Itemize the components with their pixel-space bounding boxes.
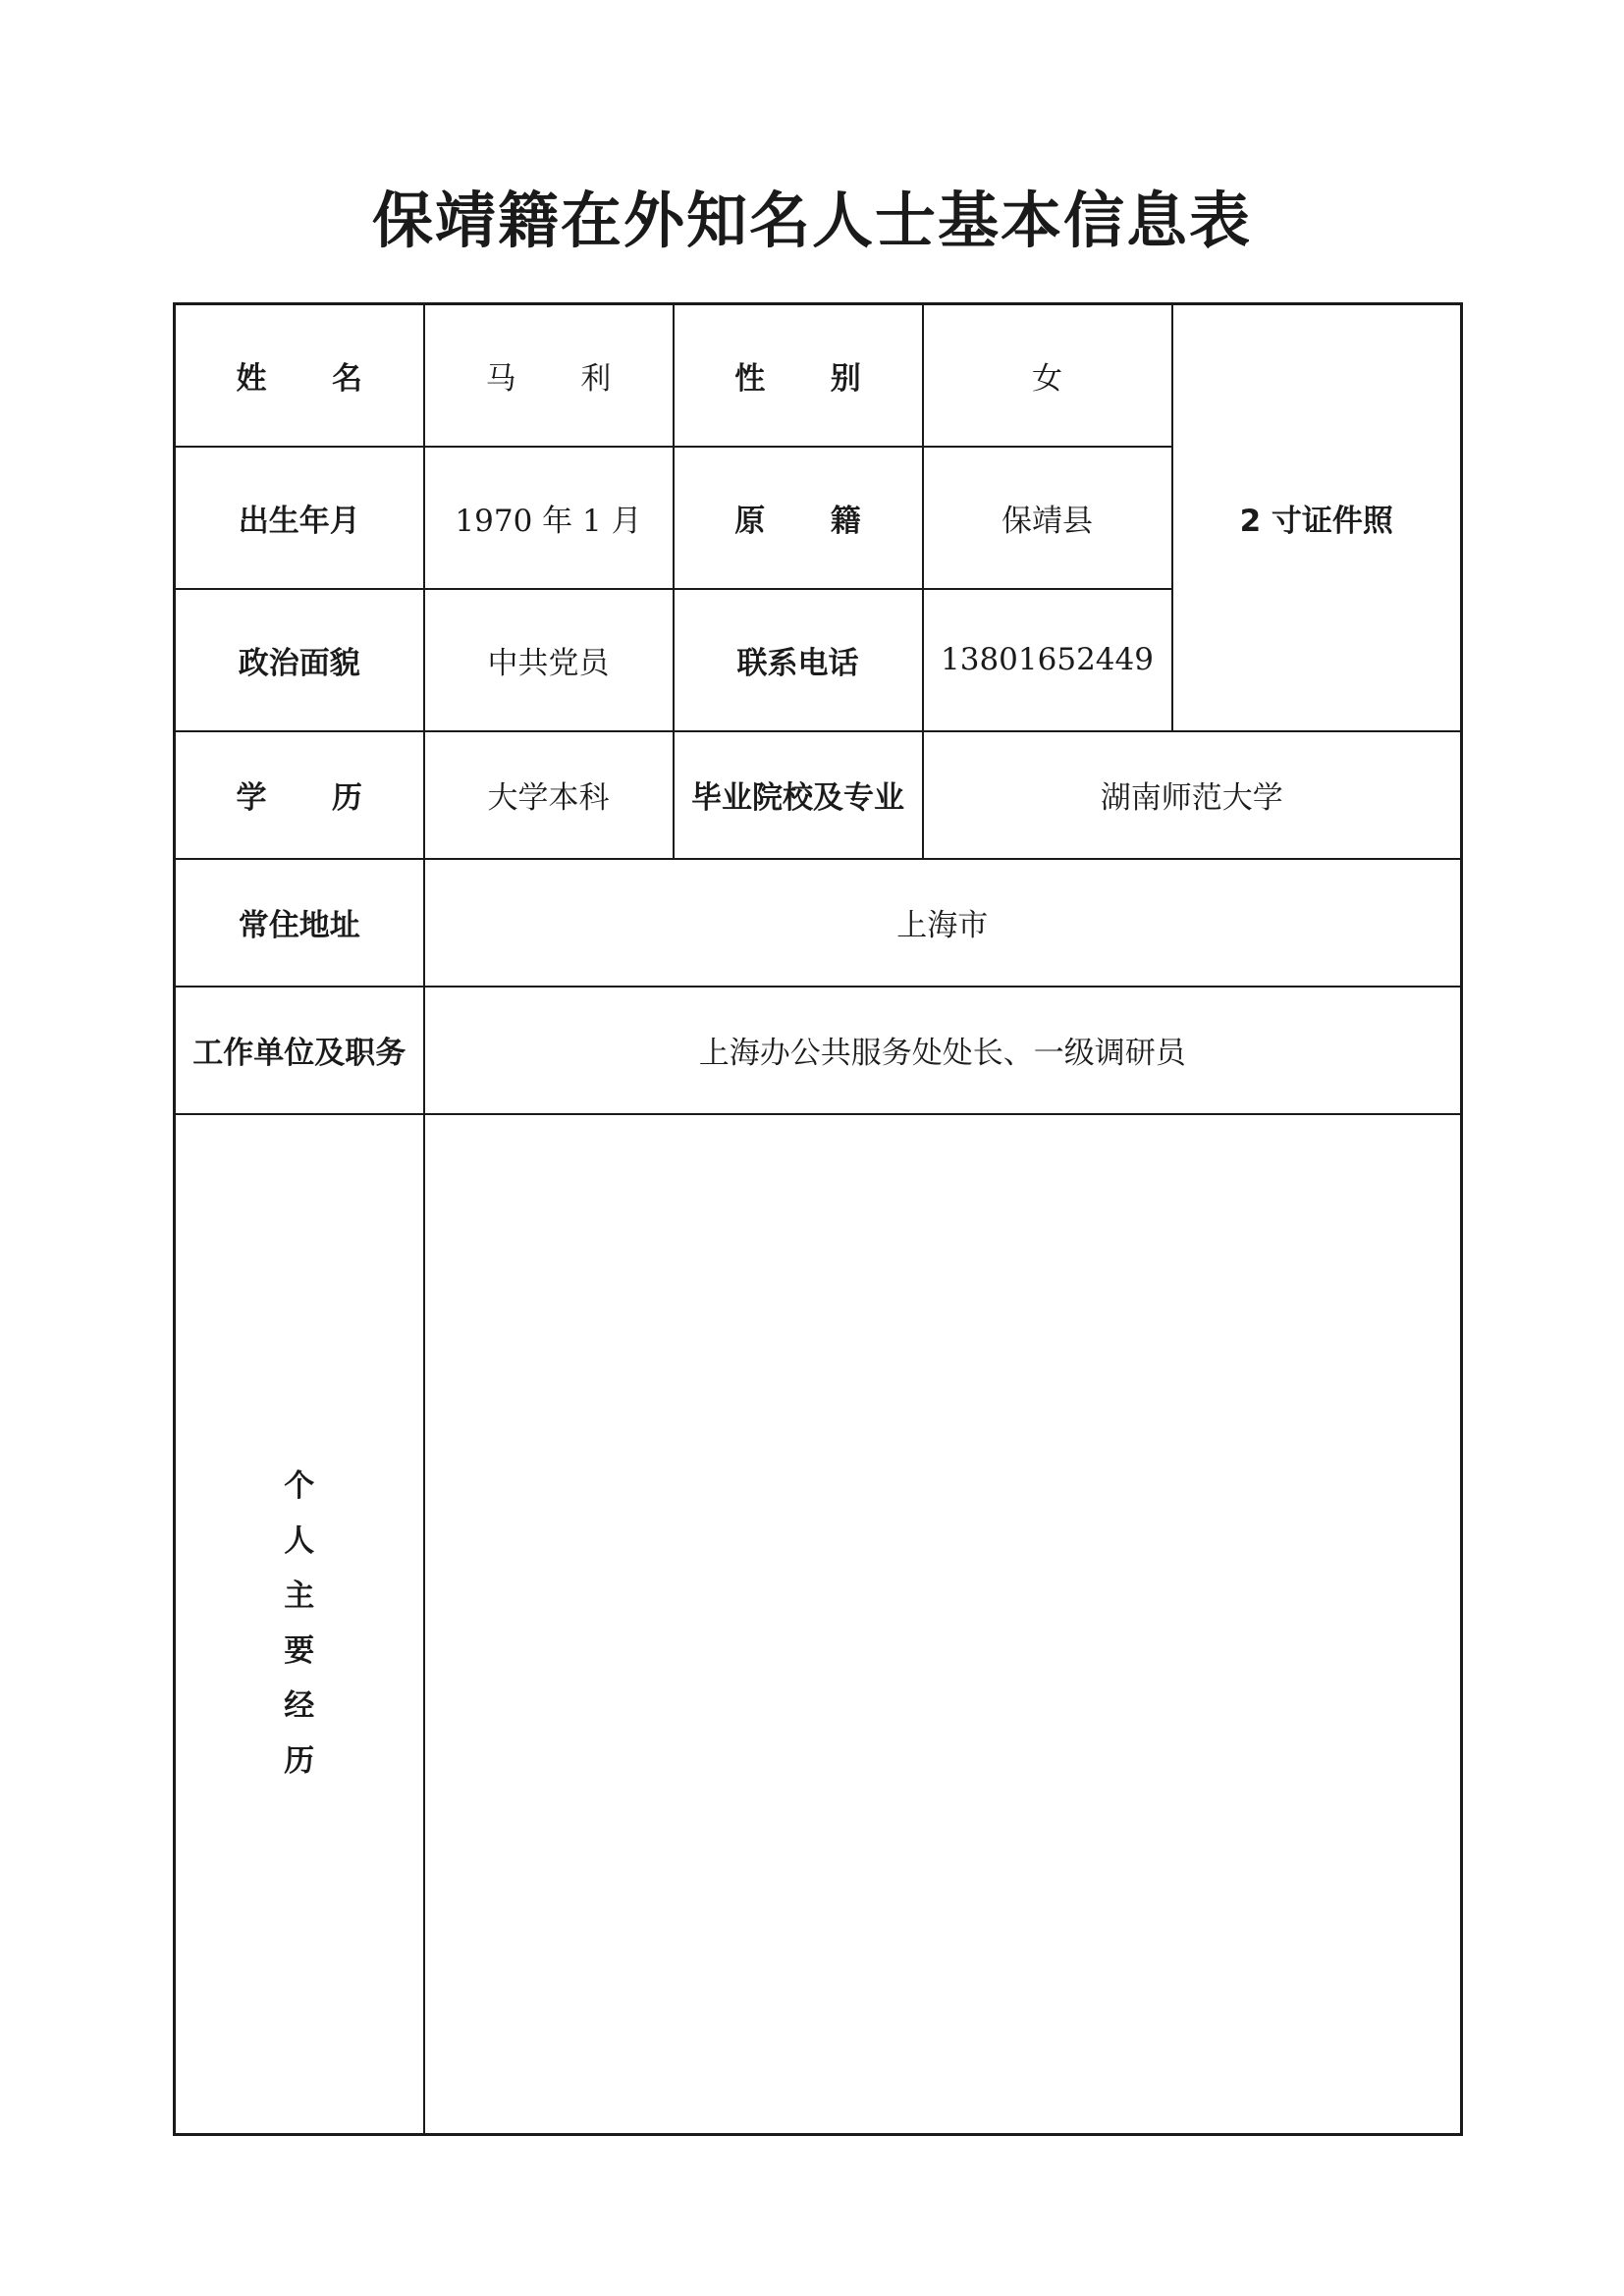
phone-label: 联系电话: [736, 645, 859, 681]
photo-placeholder: [1172, 304, 1462, 731]
experience-value-cell: [424, 1114, 1462, 2135]
origin-value-cell: [923, 447, 1172, 589]
table-row-name: [175, 304, 1462, 447]
phone-value: 13801652449: [941, 642, 1154, 677]
gender-value: 女: [1032, 360, 1062, 397]
politics-label: 政治面貌: [238, 645, 360, 681]
phone-label-cell: [674, 589, 923, 731]
birth-label: 出生年月: [238, 503, 360, 539]
experience-label-cell: [175, 1114, 424, 2135]
birth-value: 1970 年 1 月: [455, 503, 642, 539]
work-label-cell: [175, 987, 424, 1114]
phone-value-cell: [923, 589, 1172, 731]
address-label-cell: [175, 859, 424, 987]
education-label: 学 历: [236, 780, 390, 816]
origin-label: 原 籍: [734, 503, 889, 539]
education-value: 大学本科: [487, 780, 610, 816]
experience-label: 个人主要经历: [284, 1468, 315, 1780]
name-value: 马 利: [485, 360, 639, 397]
education-label-cell: [175, 731, 424, 859]
gender-value-cell: [923, 304, 1172, 447]
info-table: [173, 302, 1463, 2136]
birth-value-cell: [424, 447, 674, 589]
name-value-cell: [424, 304, 674, 447]
work-label: 工作单位及职务: [192, 1036, 406, 1071]
page-title: 保靖籍在外知名人士基本信息表: [371, 185, 1252, 256]
address-value: 上海市: [896, 908, 989, 943]
origin-value: 保靖县: [1001, 503, 1093, 539]
politics-label-cell: [175, 589, 424, 731]
address-value-cell: [424, 859, 1462, 987]
education-value-cell: [424, 731, 674, 859]
table-row-education: [175, 731, 1462, 859]
work-value: 上海办公共服务处处长、一级调研员: [698, 1036, 1186, 1071]
school-value-cell: [923, 731, 1462, 859]
politics-value-cell: [424, 589, 674, 731]
name-label-cell: [175, 304, 424, 447]
gender-label-cell: [674, 304, 923, 447]
politics-value: 中共党员: [487, 645, 610, 681]
table-row-experience: [175, 1114, 1462, 2135]
name-label: 姓 名: [236, 360, 390, 397]
table-row-work: [175, 987, 1462, 1114]
birth-label-cell: [175, 447, 424, 589]
gender-label: 性 别: [734, 360, 889, 397]
photo-label: 2 寸证件照: [1239, 503, 1393, 539]
address-label: 常住地址: [238, 908, 360, 943]
school-value: 湖南师范大学: [1100, 780, 1283, 816]
school-label-cell: [674, 731, 923, 859]
table-row-address: [175, 859, 1462, 987]
work-value-cell: [424, 987, 1462, 1114]
origin-label-cell: [674, 447, 923, 589]
school-label: 毕业院校及专业: [691, 780, 904, 816]
